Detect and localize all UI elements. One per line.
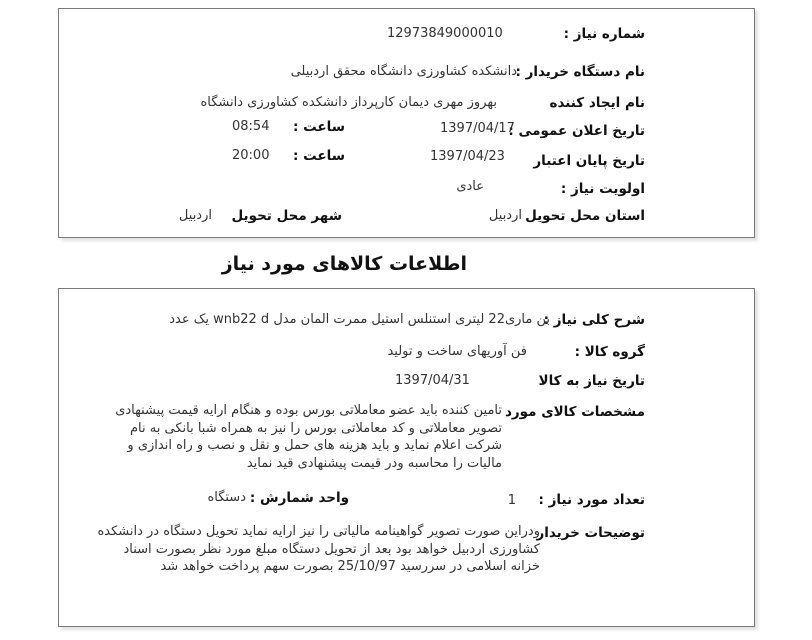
announce-time-label: ساعت : (293, 119, 345, 135)
announce-time-value: 08:54 (232, 119, 270, 134)
specs-line: تامین کننده باید عضو معاملاتی بورس بوده و هنگام ارایه قیمت پیشنهادی (115, 403, 502, 418)
buyer-notes-line: کشاورزی اردبیل خواهد بود بعد از تحویل دستگاه مبلغ مورد نظر بصورت اسناد (123, 541, 540, 557)
specs-line: مالیات را محاسبه ودر قیمت پیشنهادی قید نماید (246, 455, 502, 471)
goods-group-value: فن آوریهای ساخت و تولید (387, 344, 527, 359)
need-date-label: تاریخ نیاز به کالا (538, 373, 645, 389)
need-number-label: شماره نیاز : (563, 26, 645, 42)
validity-time-label: ساعت : (293, 148, 345, 164)
buyer-notes-label: توضیحات خریدار (536, 525, 645, 541)
goods-section-title: اطلاعات کالاهای مورد نیاز (221, 253, 467, 275)
description-label: شرح کلی نیاز : (543, 312, 645, 328)
buyer-notes-line: خزانه اسلامی در سررسید 25/10/97 بصورت سهم پرداخت خواهد شد (160, 559, 540, 574)
validity-date-value: 1397/04/23 (430, 149, 505, 164)
need-number-value: 12973849000010 (387, 26, 503, 41)
quantity-value: 1 (507, 493, 516, 508)
priority-value: عادی (456, 179, 484, 194)
announce-date-label: تاریخ اعلان عمومی : (508, 123, 645, 139)
buyer-notes-line: ودراین صورت تصویر گواهینامه مالیاتی را نیز ارایه نماید تحویل دستگاه در دانشکده (97, 524, 540, 539)
buyer-org-value: دانشکده کشاورزی دانشگاه محقق اردبیلی (290, 64, 517, 79)
validity-date-label: تاریخ پایان اعتبار (533, 153, 645, 169)
validity-time-value: 20:00 (232, 148, 270, 163)
city-value: اردبیل (178, 208, 212, 223)
unit-value: دستگاه (207, 490, 246, 505)
goods-group-label: گروه کالا : (574, 344, 645, 360)
unit-label: واحد شمارش : (249, 490, 349, 506)
priority-label: اولویت نیاز : (560, 181, 645, 197)
buyer-org-label: نام دستگاه خریدار : (515, 64, 645, 80)
tender-header-panel (58, 8, 755, 238)
announce-date-value: 1397/04/17 (440, 121, 515, 136)
specs-label: مشخصات کالای مورد (504, 404, 645, 420)
quantity-label: تعداد مورد نیاز : (538, 492, 645, 508)
specs-line: تصویر معاملاتی و کد معاملاتی بورس را نیز به همراه شبا بانکی به نام (130, 420, 502, 436)
buyer-notes-text (50, 523, 540, 576)
province-value: اردبیل (488, 208, 522, 223)
need-date-value: 1397/04/31 (395, 373, 470, 388)
creator-label: نام ایجاد کننده (549, 95, 645, 111)
city-label: شهر محل تحویل (231, 208, 342, 224)
creator-value: بهروز مهری دیمان کارپرداز دانشکده کشاورزی دانشگاه (200, 95, 497, 110)
province-label: استان محل تحویل (525, 208, 645, 224)
specs-line: شرکت اعلام نماید و باید هزینه های حمل و نقل و نصب و راه اندازی و (127, 438, 502, 453)
specs-text (62, 402, 502, 472)
description-value: بن ماری22 لیتری استنلس استیل ممرت المان مدل wnb22 d یک عدد (169, 312, 550, 327)
